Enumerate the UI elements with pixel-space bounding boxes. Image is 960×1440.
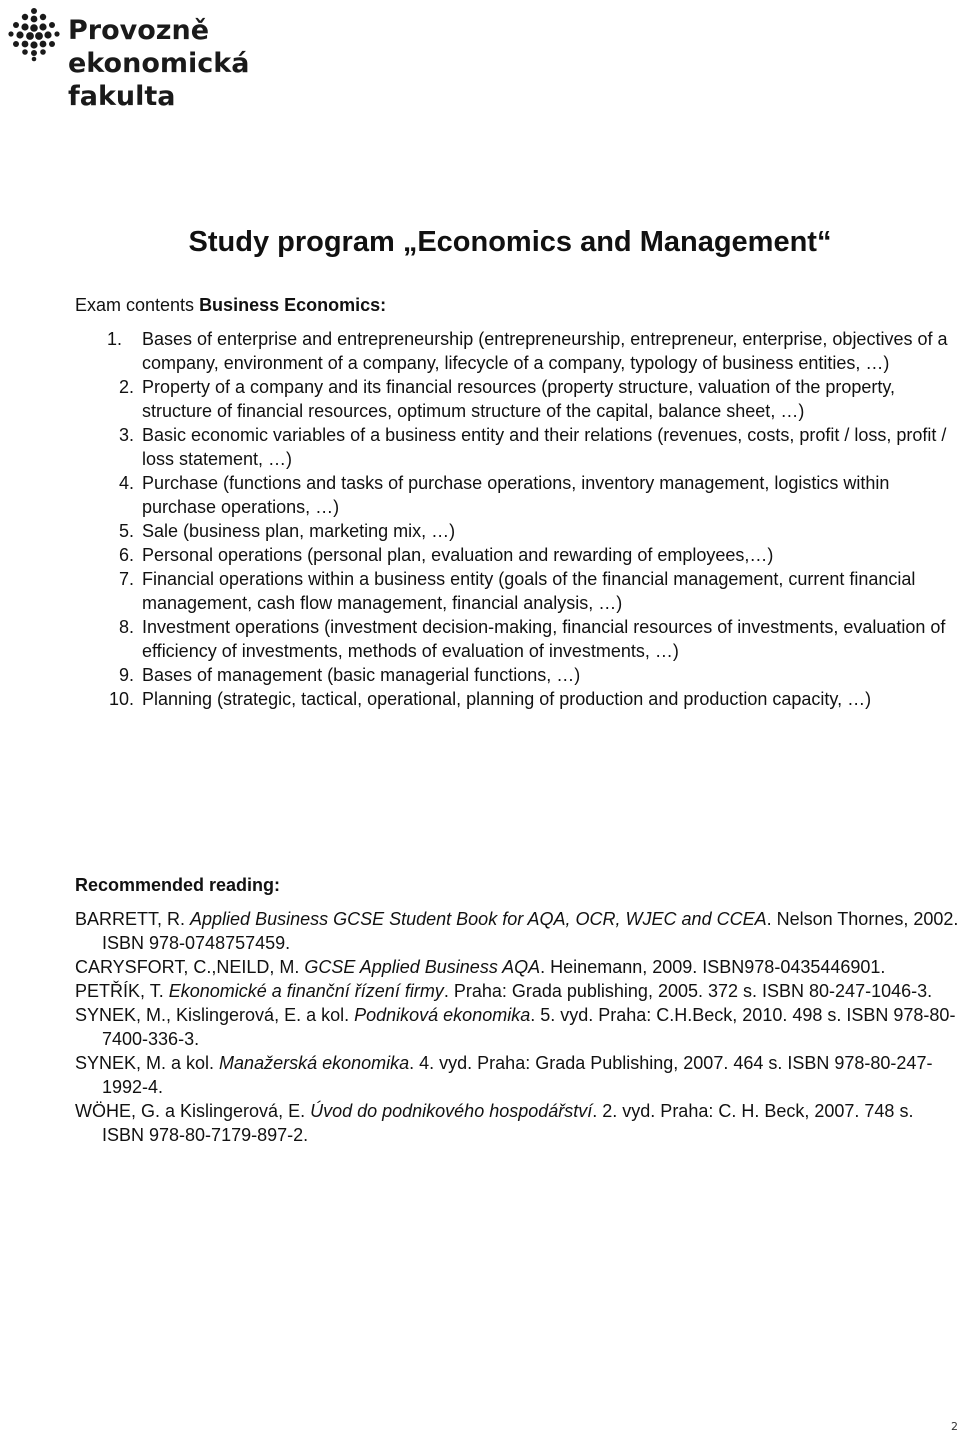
list-item [100, 423, 960, 471]
item-text: Purchase (functions and tasks of purchase operations, inventory management, logistics within purchase operations, …) [142, 473, 890, 517]
ref-details: . 5. vyd. Praha: C.H.Beck, 2010. 498 s. ISBN 978-80-7400-336-3. [102, 1005, 956, 1049]
ref-author: SYNEK, M., Kislingerová, E. a kol. [75, 1005, 355, 1025]
logo-wordmark [68, 14, 249, 113]
item-number: 4. [118, 473, 134, 493]
item-number: 3. [118, 425, 134, 445]
item-number: 9. [118, 665, 134, 685]
ref-details: . Heinemann, 2009. ISBN978-0435446901. [540, 957, 886, 977]
item-number: 8. [118, 617, 134, 637]
item-number: 7. [118, 569, 134, 589]
page-number: 2 [951, 1420, 958, 1433]
reference-entry [75, 979, 960, 1003]
recommended-reading-heading: Recommended reading: [75, 875, 281, 895]
list-item [100, 375, 960, 423]
logo-line: ekonomická [68, 48, 250, 79]
list-item [100, 663, 960, 687]
ref-details: . 2. vyd. Praha: C. H. Beck, 2007. 748 s. ISBN 978-80-7179-897-2. [102, 1101, 914, 1145]
ref-title: Ekonomické a finanční řízení firmy [168, 981, 444, 1001]
item-text: Planning (strategic, tactical, operational, planning of production and production capacity, …) [142, 689, 872, 709]
list-item [100, 471, 960, 519]
item-number: 10. [108, 689, 134, 709]
list-item [100, 687, 960, 711]
ref-author: BARRETT, R. [75, 909, 191, 929]
ref-title: Applied Business GCSE Student Book for AQA, OCR, WJEC and CCEA [190, 909, 767, 929]
ref-title: Úvod do podnikového hospodářství [310, 1101, 593, 1121]
dot-grid-logo-icon [6, 6, 62, 62]
ref-author: CARYSFORT, C.,NEILD, M. [75, 957, 305, 977]
ref-author: SYNEK, M. a kol. [75, 1053, 220, 1073]
item-text: Bases of management (basic managerial functions, …) [142, 665, 581, 685]
item-text: Sale (business plan, marketing mix, …) [142, 521, 456, 541]
logo-line: Provozně [68, 15, 210, 46]
ref-author: PETŘÍK, T. [75, 981, 169, 1001]
ref-author: WÖHE, G. a Kislingerová, E. [75, 1101, 311, 1121]
list-item [100, 615, 960, 663]
exam-subject: Business Economics: [199, 295, 387, 315]
list-item [100, 543, 960, 567]
item-number: 5. [118, 521, 134, 541]
ref-details: . 4. vyd. Praha: Grada Publishing, 2007. 464 s. ISBN 978-80-247-1992-4. [102, 1053, 933, 1097]
item-number: 6. [118, 545, 134, 565]
ref-title: Podniková ekonomika [354, 1005, 531, 1025]
exam-topics-list [100, 327, 960, 711]
item-text: Basic economic variables of a business entity and their relations (revenues, costs, profit / loss, profit / loss statement, …) [142, 425, 947, 469]
reference-entry [75, 907, 960, 955]
page-title: Study program „Economics and Management“ [188, 226, 832, 258]
exam-prefix: Exam contents [75, 295, 200, 315]
logo-line: fakulta [68, 81, 176, 112]
item-number: 1. [107, 329, 123, 349]
ref-details: . Praha: Grada publishing, 2005. 372 s. ISBN 80-247-1046-3. [443, 981, 933, 1001]
list-item [100, 567, 960, 615]
faculty-logo [6, 6, 266, 116]
item-text: Financial operations within a business entity (goals of the financial management, current financial management, cash flow management, financial analysis, …) [142, 569, 916, 613]
reference-entry [75, 1099, 960, 1147]
item-text: Personal operations (personal plan, evaluation and rewarding of employees,…) [142, 545, 774, 565]
reference-entry [75, 1051, 960, 1099]
ref-title: Manažerská ekonomika [219, 1053, 410, 1073]
ref-details: . Nelson Thornes, 2002. ISBN 978-0748757459. [102, 909, 959, 953]
item-text: Bases of enterprise and entrepreneurship (entrepreneurship, entrepreneur, enterprise, objectives of a company, environment of a company, lifecycle of a company, typology of business entities, …) [142, 329, 948, 373]
item-text: Property of a company and its financial resources (property structure, valuation of the property, structure of financial resources, optimum structure of the capital, balance sheet, …) [142, 377, 896, 421]
list-item [100, 327, 960, 375]
item-number: 2. [118, 377, 134, 397]
references-list [75, 907, 960, 1147]
item-text: Investment operations (investment decision-making, financial resources of investments, evaluation of efficiency of investments, methods of evaluation of investments, …) [142, 617, 946, 661]
list-item [100, 519, 960, 543]
ref-title: GCSE Applied Business AQA [304, 957, 541, 977]
reference-entry [75, 955, 960, 979]
reference-entry [75, 1003, 960, 1051]
exam-contents-heading [75, 293, 386, 317]
